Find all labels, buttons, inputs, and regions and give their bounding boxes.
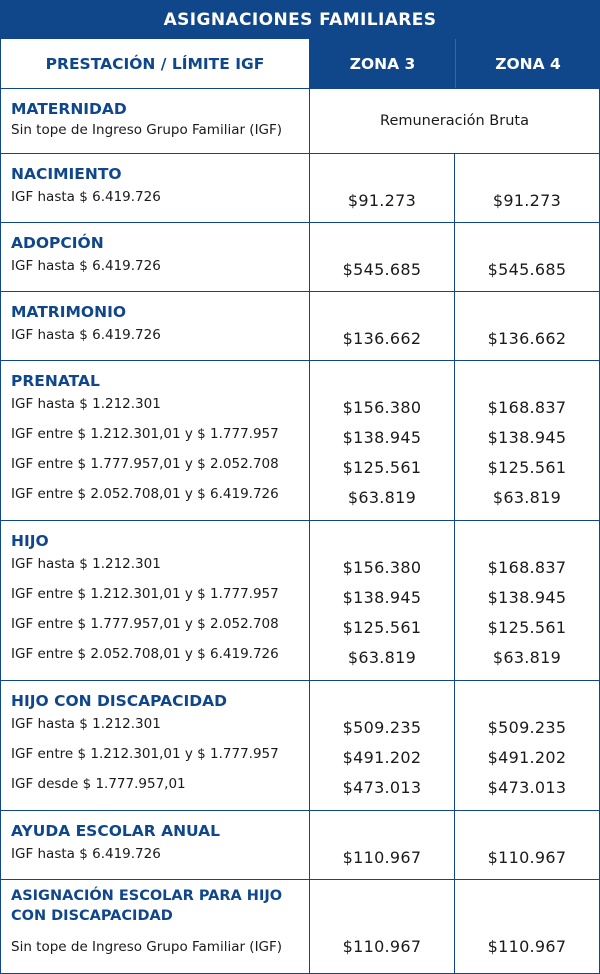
table-row xyxy=(0,681,600,811)
igf-limit-text: IGF entre $ 2.052.708,01 y $ 6.419.726 xyxy=(11,646,279,662)
amount-value: $509.235 xyxy=(487,718,567,737)
zona-4-cell xyxy=(455,811,600,879)
zona-4-cell xyxy=(455,361,600,520)
amount-value: $138.945 xyxy=(342,588,422,607)
igf-limit-text: IGF hasta $ 1.212.301 xyxy=(11,396,161,412)
benefit-name: PRENATAL xyxy=(11,372,100,390)
igf-limit-text: IGF entre $ 1.777.957,01 y $ 2.052.708 xyxy=(11,456,279,472)
table-row xyxy=(0,89,600,154)
zona-3-cell xyxy=(310,681,455,810)
benefit-name: HIJO CON DISCAPACIDAD xyxy=(11,692,227,710)
amount-value: $136.662 xyxy=(342,329,422,348)
zona-3-cell xyxy=(310,361,455,520)
amount-value: $491.202 xyxy=(342,748,422,767)
igf-limit-text: IGF hasta $ 6.419.726 xyxy=(11,258,161,274)
amount-value: $138.945 xyxy=(342,428,422,447)
zona-3-cell xyxy=(310,292,455,360)
benefit-label xyxy=(0,223,310,291)
igf-limit-text: IGF hasta $ 6.419.726 xyxy=(11,189,161,205)
zona-3-cell xyxy=(310,223,455,291)
amount-value: $125.561 xyxy=(342,618,422,637)
benefit-label xyxy=(0,811,310,879)
benefit-label xyxy=(0,681,310,810)
amount-value: $110.967 xyxy=(487,848,567,867)
benefit-name: MATRIMONIO xyxy=(11,303,127,321)
amount-value: $91.273 xyxy=(347,191,417,210)
table-row xyxy=(0,154,600,223)
amount-value: $491.202 xyxy=(487,748,567,767)
table-header xyxy=(0,39,600,89)
amount-value: $138.945 xyxy=(487,428,567,447)
table-title: ASIGNACIONES FAMILIARES xyxy=(0,0,600,39)
igf-limit-text: IGF entre $ 2.052.708,01 y $ 6.419.726 xyxy=(11,486,279,502)
merged-value-cell xyxy=(310,89,600,153)
benefit-label xyxy=(0,89,310,153)
table-row xyxy=(0,223,600,292)
amount-value: $509.235 xyxy=(342,718,422,737)
igf-limit-text: Sin tope de Ingreso Grupo Familiar (IGF) xyxy=(11,122,283,138)
table-row xyxy=(0,811,600,880)
igf-limit-text: IGF desde $ 1.777.957,01 xyxy=(11,776,186,792)
benefit-name: MATERNIDAD xyxy=(11,100,127,118)
amount-value: $156.380 xyxy=(342,558,422,577)
amount-value: $125.561 xyxy=(487,618,567,637)
igf-limit-text: IGF hasta $ 6.419.726 xyxy=(11,846,161,862)
benefit-name: AYUDA ESCOLAR ANUAL xyxy=(11,822,221,840)
zona-4-cell xyxy=(455,154,600,222)
amount-value: $168.837 xyxy=(487,398,567,417)
table-body xyxy=(0,89,600,974)
amount-value: $138.945 xyxy=(487,588,567,607)
benefit-name: ADOPCIÓN xyxy=(11,234,104,252)
table-row xyxy=(0,361,600,521)
amount-value: $110.967 xyxy=(342,848,422,867)
zona-3-cell xyxy=(310,521,455,680)
igf-limit-text: IGF hasta $ 1.212.301 xyxy=(11,556,161,572)
benefit-label xyxy=(0,880,310,973)
igf-limit-text: IGF entre $ 1.212.301,01 y $ 1.777.957 xyxy=(11,586,279,602)
amount-value: $63.819 xyxy=(492,648,562,667)
benefit-label xyxy=(0,361,310,520)
igf-limit-text: IGF entre $ 1.777.957,01 y $ 2.052.708 xyxy=(11,616,279,632)
amount-value: $473.013 xyxy=(487,778,567,797)
amount-value: $136.662 xyxy=(487,329,567,348)
zona-3-cell xyxy=(310,811,455,879)
zona-4-cell xyxy=(455,292,600,360)
amount-value: $91.273 xyxy=(492,191,562,210)
amount-value: $125.561 xyxy=(342,458,422,477)
amount-value: $63.819 xyxy=(492,488,562,507)
igf-limit-text: IGF hasta $ 6.419.726 xyxy=(11,327,161,343)
table-row xyxy=(0,292,600,361)
amount-value: $125.561 xyxy=(487,458,567,477)
table-row xyxy=(0,880,600,974)
amount-value: $110.967 xyxy=(487,937,567,956)
amount-value: $168.837 xyxy=(487,558,567,577)
benefit-name: ASIGNACIÓN ESCOLAR PARA HIJO CON DISCAPACIDAD xyxy=(11,888,283,924)
zona-4-cell xyxy=(455,521,600,680)
igf-limit-text: IGF entre $ 1.212.301,01 y $ 1.777.957 xyxy=(11,426,279,442)
header-prestacion: PRESTACIÓN / LÍMITE IGF xyxy=(0,39,310,88)
zona-4-cell xyxy=(455,880,600,973)
zona-3-cell xyxy=(310,880,455,973)
zona-3-cell xyxy=(310,154,455,222)
amount-value: $545.685 xyxy=(487,260,567,279)
amount-value: $156.380 xyxy=(342,398,422,417)
header-zona-3: ZONA 3 xyxy=(310,39,455,88)
merged-value-text: Remuneración Bruta xyxy=(380,113,529,129)
benefit-name: HIJO xyxy=(11,532,49,550)
amount-value: $63.819 xyxy=(347,648,417,667)
benefit-name: NACIMIENTO xyxy=(11,165,122,183)
benefit-label xyxy=(0,154,310,222)
amount-value: $110.967 xyxy=(342,937,422,956)
igf-limit-text: Sin tope de Ingreso Grupo Familiar (IGF) xyxy=(11,939,283,955)
amount-value: $63.819 xyxy=(347,488,417,507)
igf-limit-text: IGF hasta $ 1.212.301 xyxy=(11,716,161,732)
igf-limit-text: IGF entre $ 1.212.301,01 y $ 1.777.957 xyxy=(11,746,279,762)
benefit-label xyxy=(0,521,310,680)
zona-4-cell xyxy=(455,223,600,291)
header-zona-4: ZONA 4 xyxy=(455,39,600,88)
table-row xyxy=(0,521,600,681)
benefit-label xyxy=(0,292,310,360)
amount-value: $545.685 xyxy=(342,260,422,279)
zona-4-cell xyxy=(455,681,600,810)
amount-value: $473.013 xyxy=(342,778,422,797)
